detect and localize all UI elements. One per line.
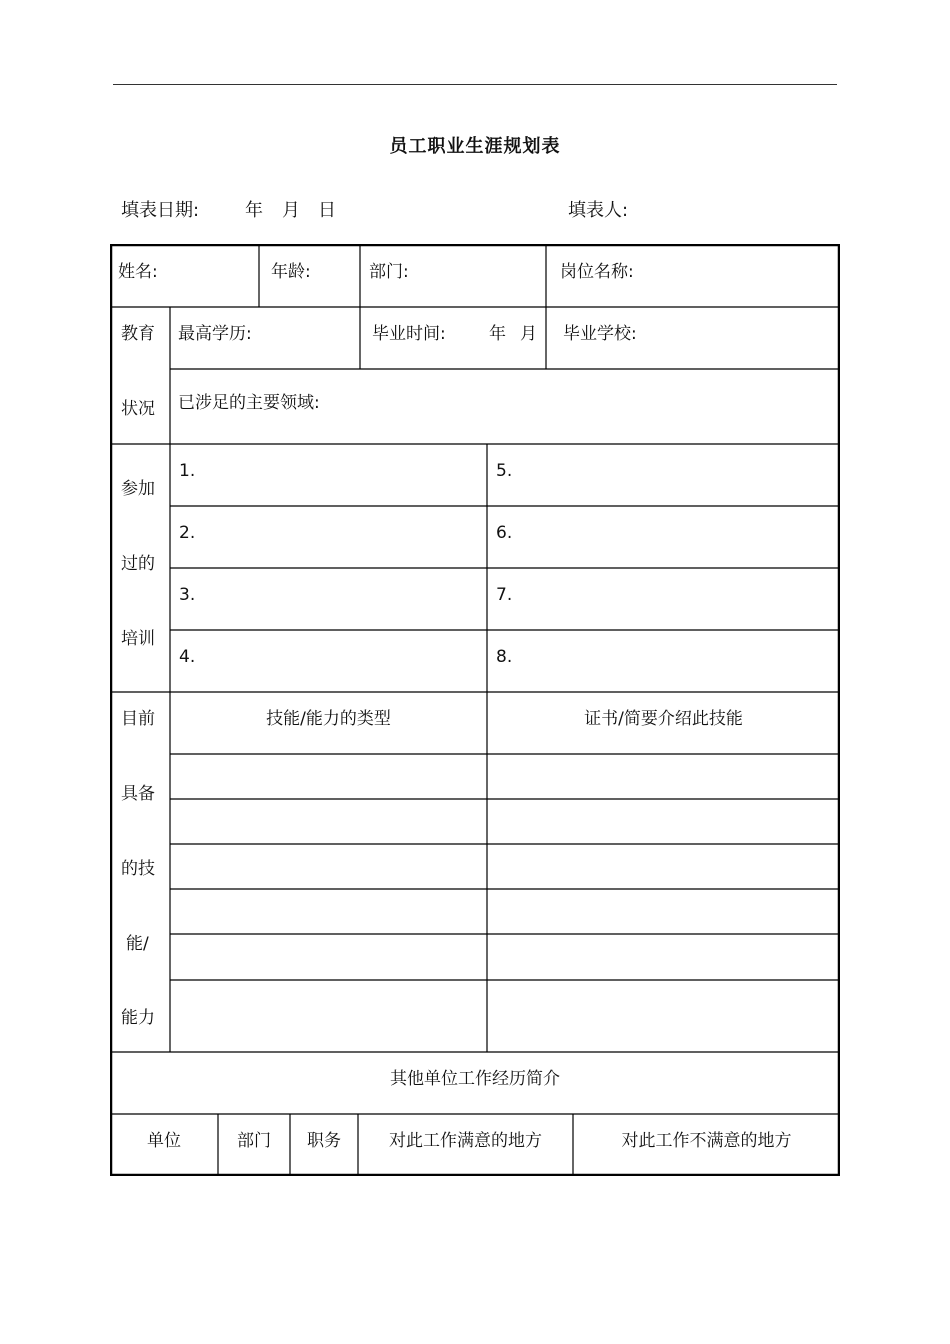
training-side-1: 参加 (121, 479, 155, 499)
header-rule (113, 84, 837, 85)
name-label: 姓名: (118, 262, 158, 282)
department-label: 部门: (369, 262, 409, 282)
education-side-1: 教育 (121, 324, 155, 344)
training-item-4: 4. (179, 647, 196, 667)
position-label: 岗位名称: (560, 262, 634, 282)
skills-side-2: 具备 (121, 784, 155, 804)
history-department-header: 部门 (237, 1131, 271, 1151)
fill-date-day: 日 (318, 200, 336, 221)
training-item-3: 3. (179, 585, 196, 605)
age-label: 年龄: (271, 262, 311, 282)
graduation-year: 年 (489, 324, 506, 344)
fill-date-month: 月 (282, 200, 300, 221)
training-item-1: 1. (179, 461, 196, 481)
skills-side-1: 目前 (121, 709, 155, 729)
history-role-header: 职务 (307, 1131, 341, 1151)
skills-side-4: 能/ (126, 934, 149, 954)
training-item-6: 6. (496, 523, 513, 543)
fill-date-label: 填表日期: (121, 200, 200, 221)
fields-label: 已涉足的主要领域: (178, 393, 320, 413)
training-item-2: 2. (179, 523, 196, 543)
fill-date-year: 年 (245, 200, 263, 221)
training-side-2: 过的 (121, 554, 155, 574)
training-item-5: 5. (496, 461, 513, 481)
history-unsatisfied-header: 对此工作不满意的地方 (621, 1131, 792, 1151)
form-table (110, 244, 840, 1176)
education-side-2: 状况 (121, 399, 155, 419)
school-label: 毕业学校: (563, 324, 637, 344)
skills-side-3: 的技 (121, 859, 155, 879)
training-item-7: 7. (496, 585, 513, 605)
training-side-3: 培训 (121, 629, 155, 649)
work-history-heading: 其他单位工作经历简介 (390, 1069, 560, 1089)
filler-label: 填表人: (568, 200, 629, 221)
graduation-month: 月 (520, 324, 537, 344)
history-unit-header: 单位 (147, 1131, 181, 1151)
skills-side-5: 能力 (121, 1008, 155, 1028)
graduation-time-label: 毕业时间: (372, 324, 446, 344)
highest-degree-label: 最高学历: (178, 324, 252, 344)
skill-certificate-header: 证书/简要介绍此技能 (584, 709, 743, 729)
form-title: 员工职业生涯规划表 (389, 136, 561, 157)
history-satisfied-header: 对此工作满意的地方 (389, 1131, 542, 1151)
training-item-8: 8. (496, 647, 513, 667)
skill-type-header: 技能/能力的类型 (266, 709, 391, 729)
